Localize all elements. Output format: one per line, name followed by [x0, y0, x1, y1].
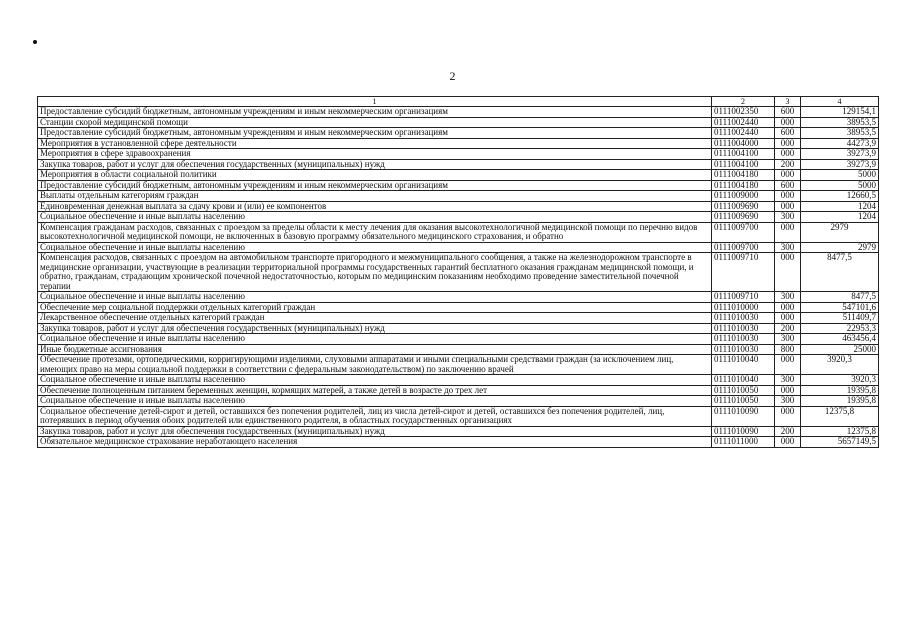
row-code-cell: 0111009690 [712, 201, 775, 212]
row-code-cell: 0111009700 [712, 242, 775, 253]
row-name-cell: Социальное обеспечение и иные выплаты населению [38, 396, 712, 407]
table-row [38, 344, 879, 355]
row-type-cell: 300 [775, 292, 801, 303]
row-type-cell: 000 [775, 149, 801, 160]
row-amount-cell: 19395,8 [801, 385, 879, 396]
row-code-cell: 0111010000 [712, 302, 775, 313]
row-code-cell: 0111004100 [712, 159, 775, 170]
row-amount-cell: 12375,8 [801, 426, 879, 437]
row-name-cell: Закупка товаров, работ и услуг для обеспечения государственных (муниципальных) нужд [38, 159, 712, 170]
row-amount-cell: 1204 [801, 212, 879, 223]
row-code-cell: 0111010090 [712, 406, 775, 426]
row-name-cell: Закупка товаров, работ и услуг для обеспечения государственных (муниципальных) нужд [38, 426, 712, 437]
table-row [38, 159, 879, 170]
row-name-cell: Предоставление субсидий бюджетным, автономным учреждениям и иным некоммерческим организациям [38, 180, 712, 191]
row-code-cell: 0111004100 [712, 149, 775, 160]
row-amount-cell: 5000 [801, 170, 879, 181]
row-amount-cell: 463456,4 [801, 334, 879, 345]
row-name-cell: Социальное обеспечение и иные выплаты населению [38, 212, 712, 223]
row-amount-cell: 8477,5 [801, 253, 879, 292]
row-code-cell: 0111009710 [712, 253, 775, 292]
row-type-cell: 600 [775, 128, 801, 139]
row-name-cell: Выплаты отдельным категориям граждан [38, 191, 712, 202]
row-name-cell: Единовременная денежная выплата за сдачу крови и (или) ее компонентов [38, 201, 712, 212]
table-row [38, 334, 879, 345]
row-amount-cell: 39273,9 [801, 149, 879, 160]
row-type-cell: 000 [775, 191, 801, 202]
row-name-cell: Станции скорой медицинской помощи [38, 117, 712, 128]
row-amount-cell: 8477,5 [801, 292, 879, 303]
row-code-cell: 0111010040 [712, 375, 775, 386]
row-type-cell: 300 [775, 375, 801, 386]
row-type-cell: 300 [775, 396, 801, 407]
table-row [38, 323, 879, 334]
row-amount-cell: 3920,3 [801, 355, 879, 375]
row-code-cell: 0111004180 [712, 170, 775, 181]
row-type-cell: 000 [775, 117, 801, 128]
header-col-3: 3 [775, 97, 801, 107]
row-name-cell: Обеспечение полноценным питанием беременных женщин, кормящих матерей, а также детей в возрасте до трех лет [38, 385, 712, 396]
row-type-cell: 600 [775, 107, 801, 118]
row-code-cell: 0111009000 [712, 191, 775, 202]
row-code-cell: 0111010050 [712, 385, 775, 396]
row-name-cell: Закупка товаров, работ и услуг для обеспечения государственных (муниципальных) нужд [38, 323, 712, 334]
row-amount-cell: 19395,8 [801, 396, 879, 407]
table-row [38, 426, 879, 437]
table-row [38, 117, 879, 128]
row-code-cell: 0111002440 [712, 128, 775, 139]
row-amount-cell: 38953,5 [801, 128, 879, 139]
row-type-cell: 200 [775, 159, 801, 170]
row-amount-cell: 1204 [801, 201, 879, 212]
row-name-cell: Компенсация расходов, связанных с проездом на автомобильном транспорте пригородного и межмуниципального сообщения, а также на железнодорожном транспорте в медицинские организации, участвующие в реализации территориальной программы государственных гарантий бесплатного оказания гражданам медицинской помощи, и обратно, гражданам, страдающим хронической почечной недостаточностью, которым по медицинским показаниям необходимо проведение заместительной почечной терапии [38, 253, 712, 292]
table-row [38, 406, 879, 426]
row-amount-cell: 5000 [801, 180, 879, 191]
row-amount-cell: 44273,9 [801, 138, 879, 149]
table-row [38, 170, 879, 181]
table-row [38, 107, 879, 118]
row-name-cell: Социальное обеспечение и иные выплаты населению [38, 292, 712, 303]
row-name-cell: Социальное обеспечение детей-сирот и детей, оставшихся без попечения родителей, лиц из числа детей-сирот и детей, оставшихся без попечения родителей, лиц, потерявших в период обучения обоих родителей или единственного родителя, в областных государственных организациях [38, 406, 712, 426]
row-type-cell: 000 [775, 222, 801, 242]
row-type-cell: 300 [775, 242, 801, 253]
row-code-cell: 0111009700 [712, 222, 775, 242]
row-amount-cell: 3920,3 [801, 375, 879, 386]
row-amount-cell: 2979 [801, 242, 879, 253]
row-type-cell: 800 [775, 344, 801, 355]
table-row [38, 313, 879, 324]
row-type-cell: 000 [775, 385, 801, 396]
table-row [38, 128, 879, 139]
row-name-cell: Обеспечение мер социальной поддержки отдельных категорий граждан [38, 302, 712, 313]
row-amount-cell: 12660,5 [801, 191, 879, 202]
row-code-cell: 0111010030 [712, 323, 775, 334]
row-name-cell: Мероприятия в установленной сфере деятельности [38, 138, 712, 149]
page-number: 2 [449, 69, 456, 83]
table-row [38, 385, 879, 396]
row-type-cell: 000 [775, 437, 801, 448]
table-row [38, 222, 879, 242]
row-name-cell: Социальное обеспечение и иные выплаты населению [38, 334, 712, 345]
table-row [38, 253, 879, 292]
row-code-cell: 0111010030 [712, 313, 775, 324]
row-type-cell: 600 [775, 180, 801, 191]
table-row [38, 138, 879, 149]
row-code-cell: 0111002350 [712, 107, 775, 118]
row-code-cell: 0111004180 [712, 180, 775, 191]
row-type-cell: 000 [775, 355, 801, 375]
row-name-cell: Компенсация гражданам расходов, связанных с проездом за пределы области к месту лечения для оказания высокотехнологичной медицинской помощи по перечню видов высокотехнологичной медицинской помощи, не включенных в базовую программу обязательного медицинского страхования, и обратно [38, 222, 712, 242]
row-amount-cell: 511409,7 [801, 313, 879, 324]
row-code-cell: 0111009690 [712, 212, 775, 223]
row-name-cell: Предоставление субсидий бюджетным, автономным учреждениям и иным некоммерческим организациям [38, 128, 712, 139]
table-row [38, 355, 879, 375]
table-row [38, 437, 879, 448]
table-row [38, 180, 879, 191]
row-type-cell: 000 [775, 138, 801, 149]
row-name-cell: Предоставление субсидий бюджетным, автономным учреждениям и иным некоммерческим организациям [38, 107, 712, 118]
row-code-cell: 0111010030 [712, 344, 775, 355]
table-row [38, 396, 879, 407]
row-name-cell: Обязательное медицинское страхование неработающего населения [38, 437, 712, 448]
row-code-cell: 0111009710 [712, 292, 775, 303]
row-type-cell: 300 [775, 334, 801, 345]
header-col-1: 1 [38, 97, 712, 107]
row-type-cell: 000 [775, 302, 801, 313]
table-row [38, 201, 879, 212]
scan-dot [33, 40, 37, 44]
row-name-cell: Мероприятия в области социальной политики [38, 170, 712, 181]
row-name-cell: Иные бюджетные ассигнования [38, 344, 712, 355]
row-type-cell: 200 [775, 426, 801, 437]
table-header-row [38, 97, 879, 107]
table-row [38, 292, 879, 303]
table-row [38, 191, 879, 202]
row-type-cell: 000 [775, 201, 801, 212]
row-type-cell: 000 [775, 253, 801, 292]
row-amount-cell: 547101,6 [801, 302, 879, 313]
row-type-cell: 300 [775, 212, 801, 223]
row-amount-cell: 39273,9 [801, 159, 879, 170]
row-name-cell: Социальное обеспечение и иные выплаты населению [38, 242, 712, 253]
header-col-2: 2 [712, 97, 775, 107]
table-row [38, 212, 879, 223]
row-code-cell: 0111010050 [712, 396, 775, 407]
row-name-cell: Социальное обеспечение и иные выплаты населению [38, 375, 712, 386]
row-type-cell: 200 [775, 323, 801, 334]
row-amount-cell: 2979 [801, 222, 879, 242]
row-type-cell: 000 [775, 313, 801, 324]
row-name-cell: Мероприятия в сфере здравоохранения [38, 149, 712, 160]
table-row [38, 375, 879, 386]
table-row [38, 242, 879, 253]
row-code-cell: 0111002440 [712, 117, 775, 128]
row-amount-cell: 38953,5 [801, 117, 879, 128]
row-code-cell: 0111010090 [712, 426, 775, 437]
row-type-cell: 000 [775, 170, 801, 181]
header-col-4: 4 [801, 97, 879, 107]
row-code-cell: 0111010030 [712, 334, 775, 345]
row-amount-cell: 22953,3 [801, 323, 879, 334]
row-name-cell: Обеспечение протезами, ортопедическими, корригирующими изделиями, слуховыми аппаратами и иными специальными средствами граждан (за исключением лиц, имеющих право на меры социальной поддержки в соответствии с федеральным законодательством) по заключению врачей [38, 355, 712, 375]
row-code-cell: 0111004000 [712, 138, 775, 149]
row-code-cell: 0111011000 [712, 437, 775, 448]
table-row [38, 302, 879, 313]
budget-table [37, 96, 879, 448]
row-code-cell: 0111010040 [712, 355, 775, 375]
row-name-cell: Лекарственное обеспечение отдельных категорий граждан [38, 313, 712, 324]
table-row [38, 149, 879, 160]
row-amount-cell: 129154,1 [801, 107, 879, 118]
row-amount-cell: 25000 [801, 344, 879, 355]
row-amount-cell: 5657149,5 [801, 437, 879, 448]
row-type-cell: 000 [775, 406, 801, 426]
row-amount-cell: 12375,8 [801, 406, 879, 426]
